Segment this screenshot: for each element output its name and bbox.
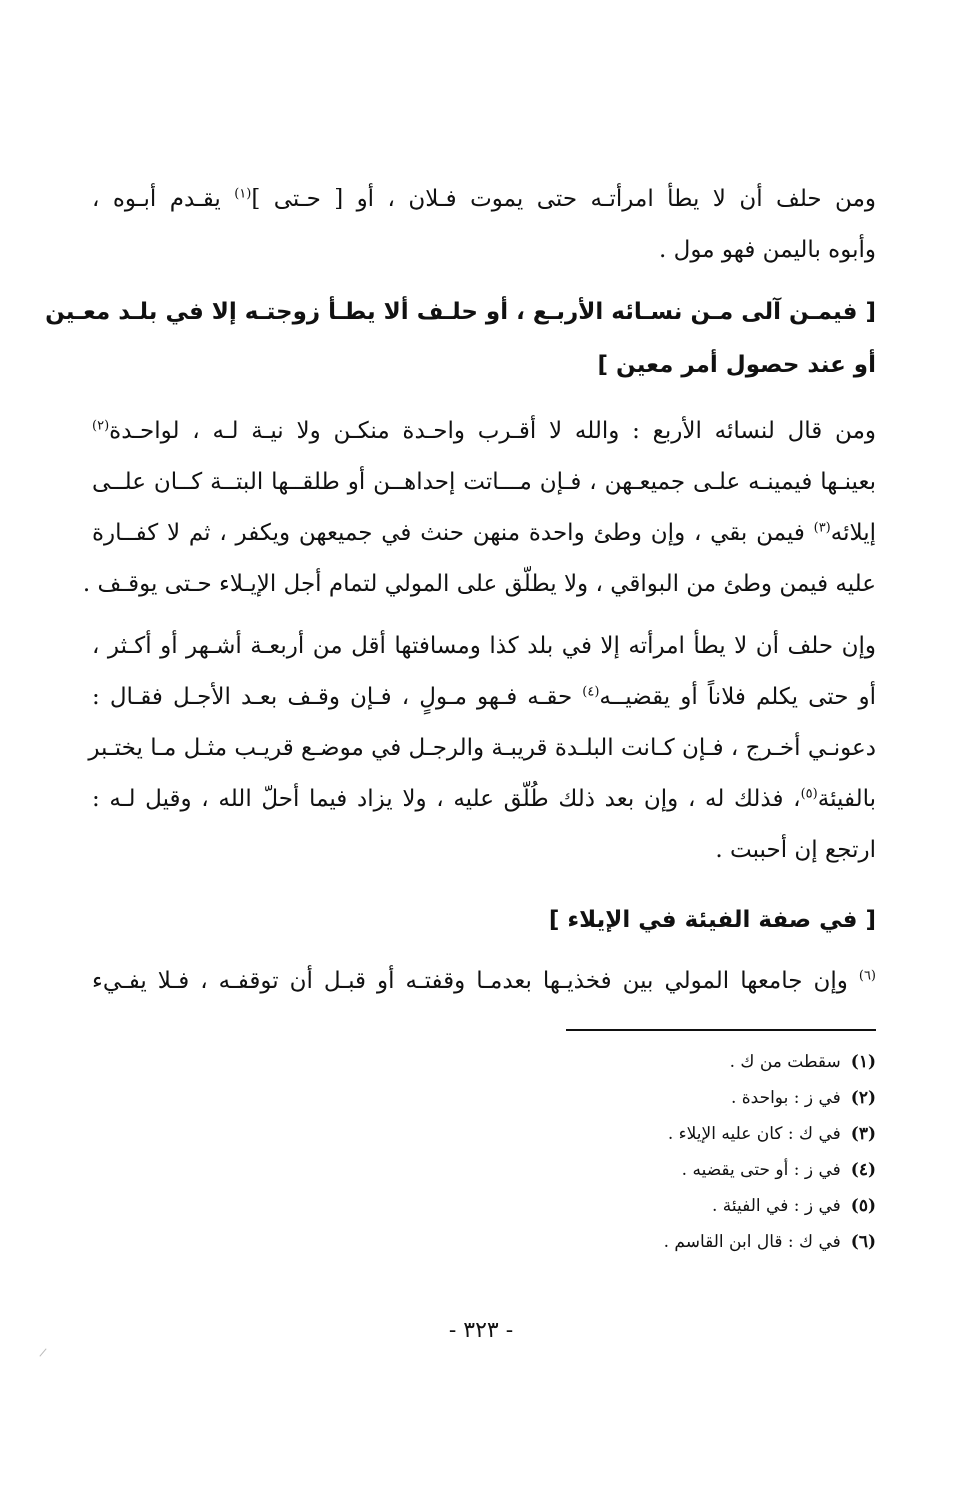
paragraph-4 — [92, 956, 876, 1007]
section-heading-1-line-1: [ فيمـن آلى مـن نسـائه الأربـع ، أو حلـف ألا يطـأ زوجتـه إلا في بلـد معـين — [45, 299, 876, 325]
footnote-5: (٥)في ز : في الفيئة . — [711, 1196, 876, 1216]
scan-speck — [39, 1348, 46, 1356]
footnote-3: (٣)في ك : كان عليه الإيلاء . — [667, 1124, 876, 1144]
paragraph-4-line-1: $^{(٦)}$ وإن جامعها المولي بين فخذيـها بعدمـا وقفتـه أو قبـل أن توقفـه ، فـلا يفـيء — [92, 968, 876, 994]
paragraph-1-line-2: وأبوه باليمن فهو مول . — [659, 237, 876, 263]
footnote-ref-3: (٣) — [813, 520, 831, 536]
section-heading-1 — [45, 286, 876, 392]
footnote-2: (٢)في ز : بواحدة . — [730, 1088, 876, 1108]
footnote-ref-4: (٤) — [582, 684, 600, 700]
section-heading-2-line: [ في صفة الفيئة في الإيلاء ] — [548, 907, 876, 933]
paragraph-1 — [92, 174, 876, 276]
section-heading-1-line-2: أو عند حصول أمر معين ] — [597, 352, 876, 378]
footnote-ref-5: (٥) — [800, 786, 818, 802]
footnote-6: (٦)في ك : قال ابن القاسم . — [663, 1232, 876, 1252]
page-number: - ٣٢٣ - — [448, 1318, 514, 1343]
paragraph-3-line-1: وإن حلف أن لا يطأ امرأته إلا في بلد كذا ومسافتها أقل من أربعـة أشـهر أو أكـثر ، — [92, 633, 876, 659]
paragraph-3-line-5: ارتجع إن أحببت . — [715, 837, 876, 863]
footnotes — [480, 1044, 876, 1260]
paragraph-2-line-1: ومن قال لنسائه الأربع : والله لا أقـرب واحـدة منكـن ولا نيـة لـه ، لواحـدة$^{(٢)}$ — [92, 418, 876, 444]
paragraph-2-line-2: بعينـها فيمينـه علـى جميعـهن ، فـإن مـــاتت إحداهــن أو طلقــها البتــة كــان علــى — [92, 469, 876, 495]
paragraph-2 — [82, 406, 876, 610]
paragraph-2-line-3: إيلائه$^{(٣)}$ فيمن بقي ، وإن وطئ واحدة منهن حنث في جميعهن ويكفر ، ثم لا كفــارة — [92, 520, 876, 546]
paragraph-1-line-1: ومن حلف أن لا يطأ امرأتـه حتى يموت فـلان ، أو [ حـتى ]$^{(١)}$ يقـدم أبـوه ، — [92, 186, 876, 212]
paragraph-3-line-4: بالفيئة$^{(٥)}$، فذلك له ، وإن بعد ذلك طُلّق عليه ، ولا يزاد فيما أحلّ الله ، وقيل لـه : — [92, 786, 876, 812]
paragraph-3-line-2: أو حتى يكلم فلاناً أو يقضيــه$^{(٤)}$ حقـه فـهو مـولٍ ، فـإن وقـف بعـد الأجـل فقـال : — [92, 684, 876, 710]
footnote-separator — [566, 1029, 876, 1031]
footnote-4: (٤)في ز : أو حتى يقضيه . — [681, 1160, 876, 1180]
paragraph-2-line-4: عليه فيمن وطئ من البواقي ، ولا يطلّق على المولي لتمام أجل الإيـلاء حـتى يوقـف . — [82, 571, 876, 597]
paragraph-3-line-3: دعونـي أخـرج ، فـإن كـانت البلـدة قريبـة والرجـل في موضـع قريـب مثـل مـا يختـبر — [88, 735, 876, 761]
footnote-1: (١)سقطت من ك . — [729, 1052, 876, 1072]
footnote-ref-6: (٦) — [858, 968, 876, 984]
footnote-ref-1: (١) — [234, 186, 252, 202]
paragraph-3 — [88, 621, 876, 876]
footnote-ref-2: (٢) — [92, 418, 110, 434]
section-heading-2 — [92, 894, 876, 947]
